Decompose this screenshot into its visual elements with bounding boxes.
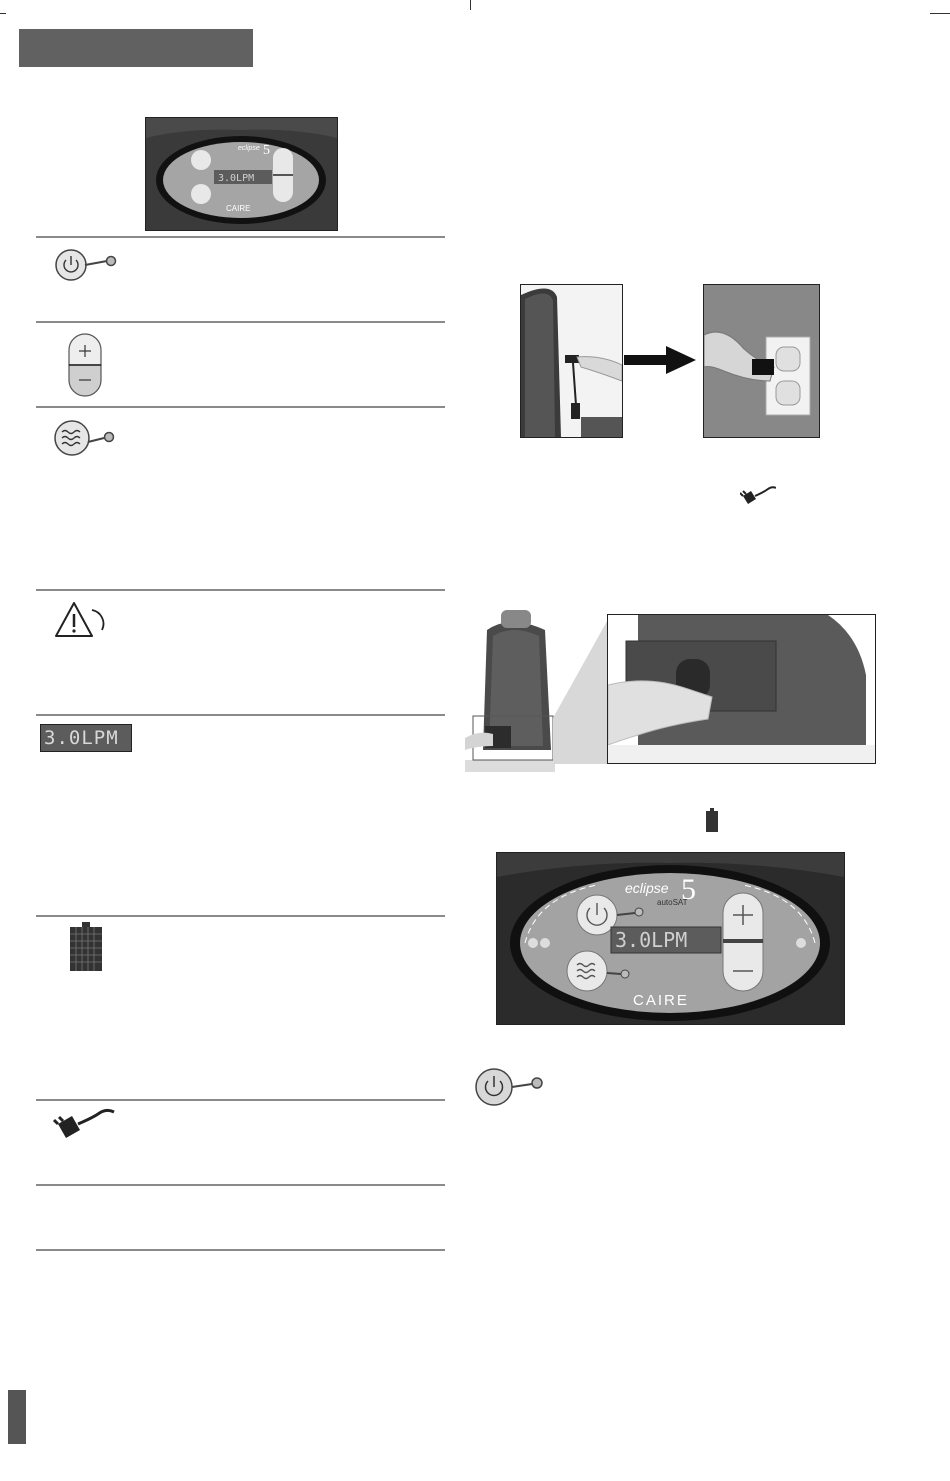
divider-rule — [36, 1099, 445, 1101]
small-panel-brand-text: eclipse — [238, 145, 260, 152]
ac-power-plug-icon — [52, 1106, 116, 1140]
small-panel-lcd-text: 3.0LPM — [218, 173, 255, 184]
wall-outlet-photo — [703, 284, 820, 438]
large-panel-brand-text: eclipse — [625, 880, 669, 896]
divider-rule — [36, 915, 445, 917]
divider-rule — [36, 589, 445, 591]
lcd-display-text: 3.0LPM — [44, 727, 119, 749]
alarm-warning-icon — [54, 600, 118, 640]
battery-inline-icon — [706, 808, 718, 832]
waves-mode-button-icon — [52, 418, 120, 458]
large-panel-lcd-text: 3.0LPM — [615, 928, 688, 952]
small-panel-company-text: CAIRE — [226, 204, 251, 213]
control-panel-photo-large — [496, 852, 845, 1025]
section-header-bar — [19, 29, 253, 67]
arrow-right-icon — [624, 346, 696, 374]
power-button-icon — [54, 248, 120, 282]
large-panel-sub-text: autoSAT — [657, 898, 688, 907]
divider-rule — [36, 1184, 445, 1186]
small-panel-model-text: 5 — [263, 143, 270, 158]
divider-rule — [36, 321, 445, 323]
plus-minus-buttons-icon — [67, 332, 103, 398]
battery-insert-photo — [607, 614, 876, 764]
divider-rule — [36, 406, 445, 408]
side-page-tab — [8, 1390, 26, 1444]
zoom-connector — [553, 614, 611, 764]
battery-icon — [69, 922, 103, 972]
divider-rule — [36, 236, 445, 238]
crop-mark-top-center — [470, 0, 471, 10]
crop-mark-top-right — [930, 13, 950, 14]
crop-mark-top-left — [0, 13, 6, 14]
divider-rule — [36, 714, 445, 716]
control-panel-photo-small — [145, 117, 338, 231]
power-button-icon-right — [474, 1066, 548, 1108]
unit-back-photo — [465, 610, 555, 772]
divider-rule — [36, 1249, 445, 1251]
control-panel-small-svg — [146, 118, 337, 230]
large-panel-company-text: CAIRE — [633, 992, 689, 1009]
power-cord-photo — [520, 284, 623, 438]
large-panel-model-text: 5 — [681, 873, 696, 906]
ac-power-plug-inline-icon — [740, 484, 776, 506]
lcd-display-icon — [40, 724, 132, 752]
